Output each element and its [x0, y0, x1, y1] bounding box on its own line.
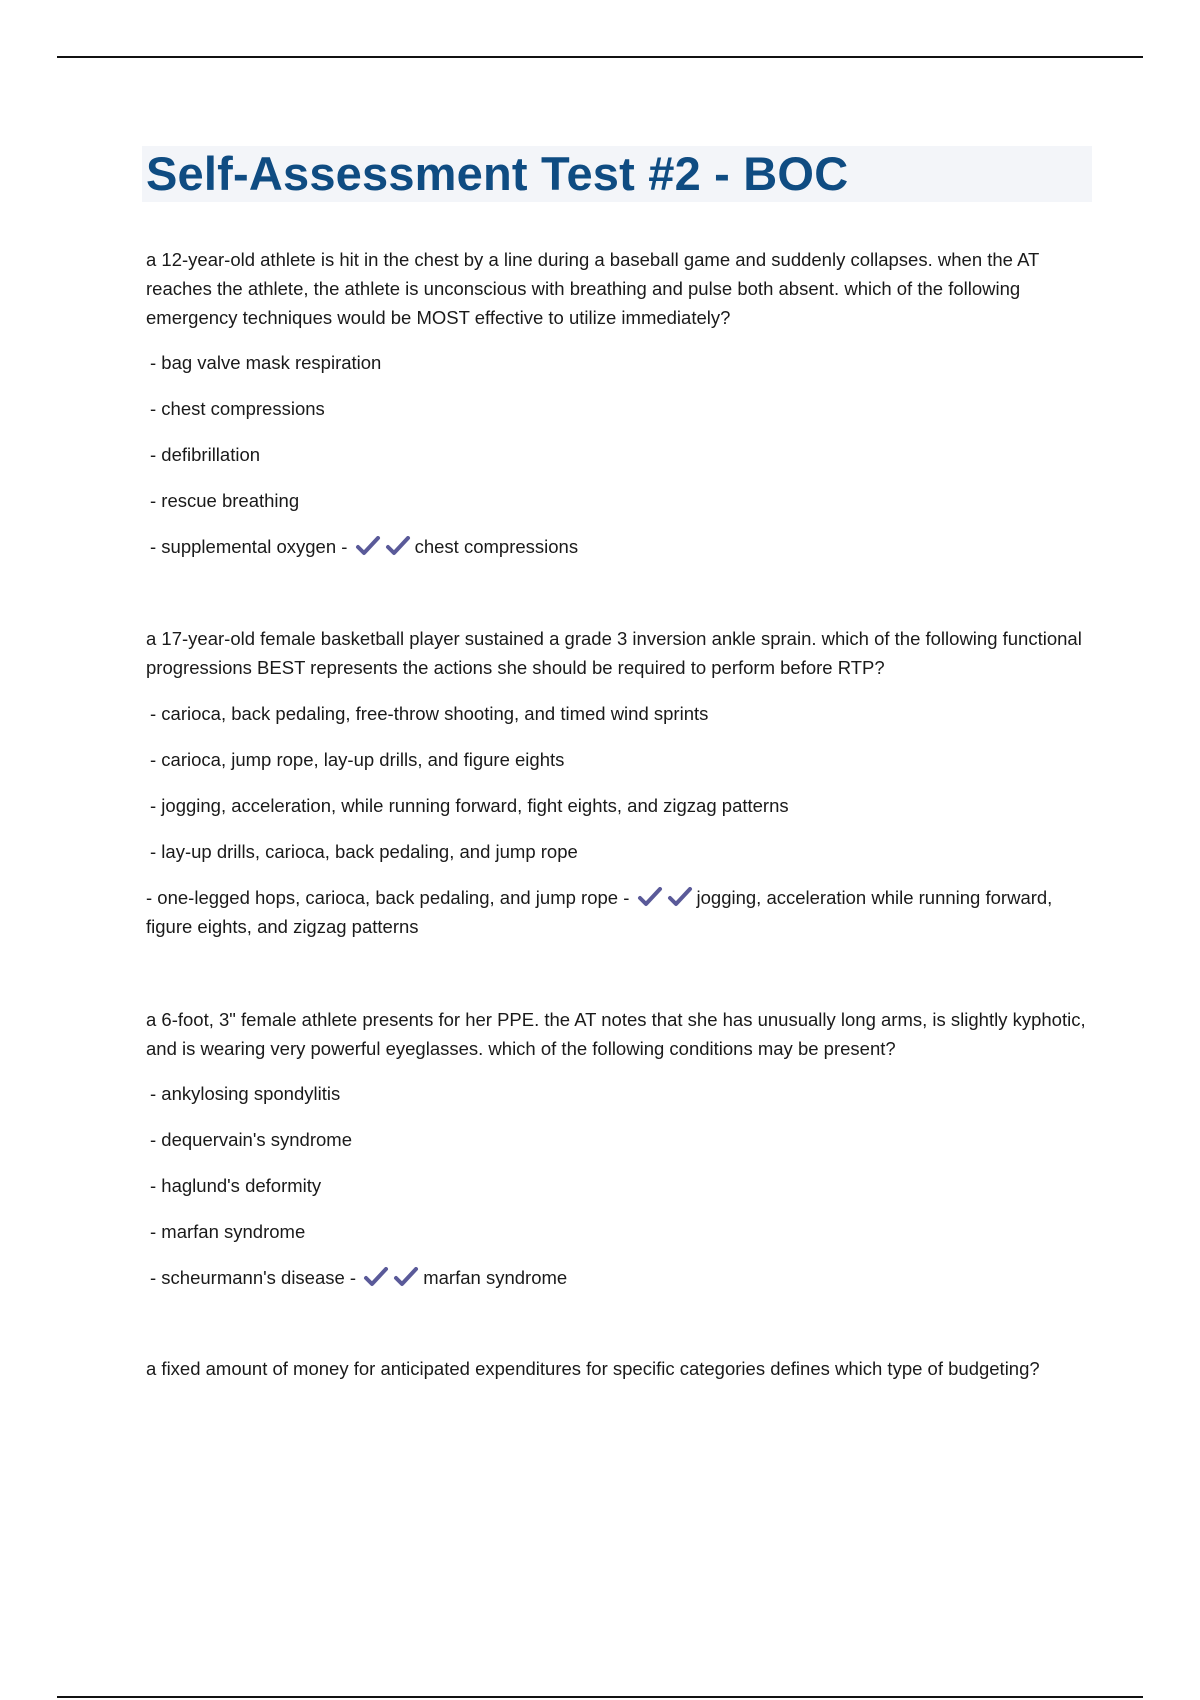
- question-2-text: a 17-year-old female basketball player sustained a grade 3 inversion ankle sprain. which of the following functional progressions BEST represents the actions she should be required to perform before RTP?: [146, 628, 1082, 678]
- question-1-text: a 12-year-old athlete is hit in the chest by a line during a baseball game and suddenly collapses. when the AT reaches the athlete, the athlete is unconscious with breathing and pulse both absent. which of the following emergency techniques would be MOST effective to utilize immediately?: [146, 249, 1040, 328]
- checkmark-icon: [667, 887, 693, 907]
- answer-text: chest compressions: [414, 536, 579, 557]
- option-item: - ankylosing spondylitis: [150, 1083, 341, 1104]
- question-2-options: [146, 699, 1090, 941]
- option-item: - chest compressions: [150, 398, 325, 419]
- question-4-text: a fixed amount of money for anticipated expenditures for specific categories defines which type of budgeting?: [146, 1358, 1040, 1379]
- checkmark-icon: [393, 1267, 419, 1287]
- answer-text: jogging, acceleration while running forward, figure eights, and zigzag patterns: [146, 887, 1053, 937]
- question-1-options: [150, 348, 1090, 561]
- option-item-with-answer: [146, 883, 1090, 941]
- option-text: - scheurmann's disease -: [150, 1267, 357, 1288]
- option-item-with-answer: [150, 1263, 1090, 1292]
- option-item: - rescue breathing: [150, 490, 300, 511]
- option-text: - supplemental oxygen -: [150, 536, 348, 557]
- page-title: Self-Assessment Test #2 - BOC: [146, 147, 849, 200]
- option-item: - carioca, back pedaling, free-throw shooting, and timed wind sprints: [150, 703, 709, 724]
- question-3-options: [150, 1079, 1090, 1292]
- option-item-with-answer: [150, 532, 1090, 561]
- option-item: - carioca, jump rope, lay-up drills, and figure eights: [150, 749, 565, 770]
- checkmark-icon: [363, 1267, 389, 1287]
- option-item: - dequervain's syndrome: [150, 1129, 352, 1150]
- answer-text: marfan syndrome: [423, 1267, 568, 1288]
- checkmark-icon: [385, 536, 411, 556]
- option-item: - jogging, acceleration, while running forward, fight eights, and zigzag patterns: [150, 795, 789, 816]
- option-item: - marfan syndrome: [150, 1221, 306, 1242]
- option-item: - defibrillation: [150, 444, 261, 465]
- option-text: - one-legged hops, carioca, back pedaling, and jump rope -: [146, 887, 630, 908]
- question-3-text: a 6-foot, 3" female athlete presents for her PPE. the AT notes that she has unusually long arms, is slightly kyphotic, and is wearing very powerful eyeglasses. which of the following conditions may be present?: [146, 1009, 1086, 1059]
- checkmark-icon: [637, 887, 663, 907]
- checkmark-icon: [355, 536, 381, 556]
- option-item: - haglund's deformity: [150, 1175, 322, 1196]
- option-item: - bag valve mask respiration: [150, 352, 382, 373]
- option-item: - lay-up drills, carioca, back pedaling, and jump rope: [150, 841, 578, 862]
- top-rule: [57, 56, 1143, 58]
- bottom-rule: [57, 1696, 1143, 1698]
